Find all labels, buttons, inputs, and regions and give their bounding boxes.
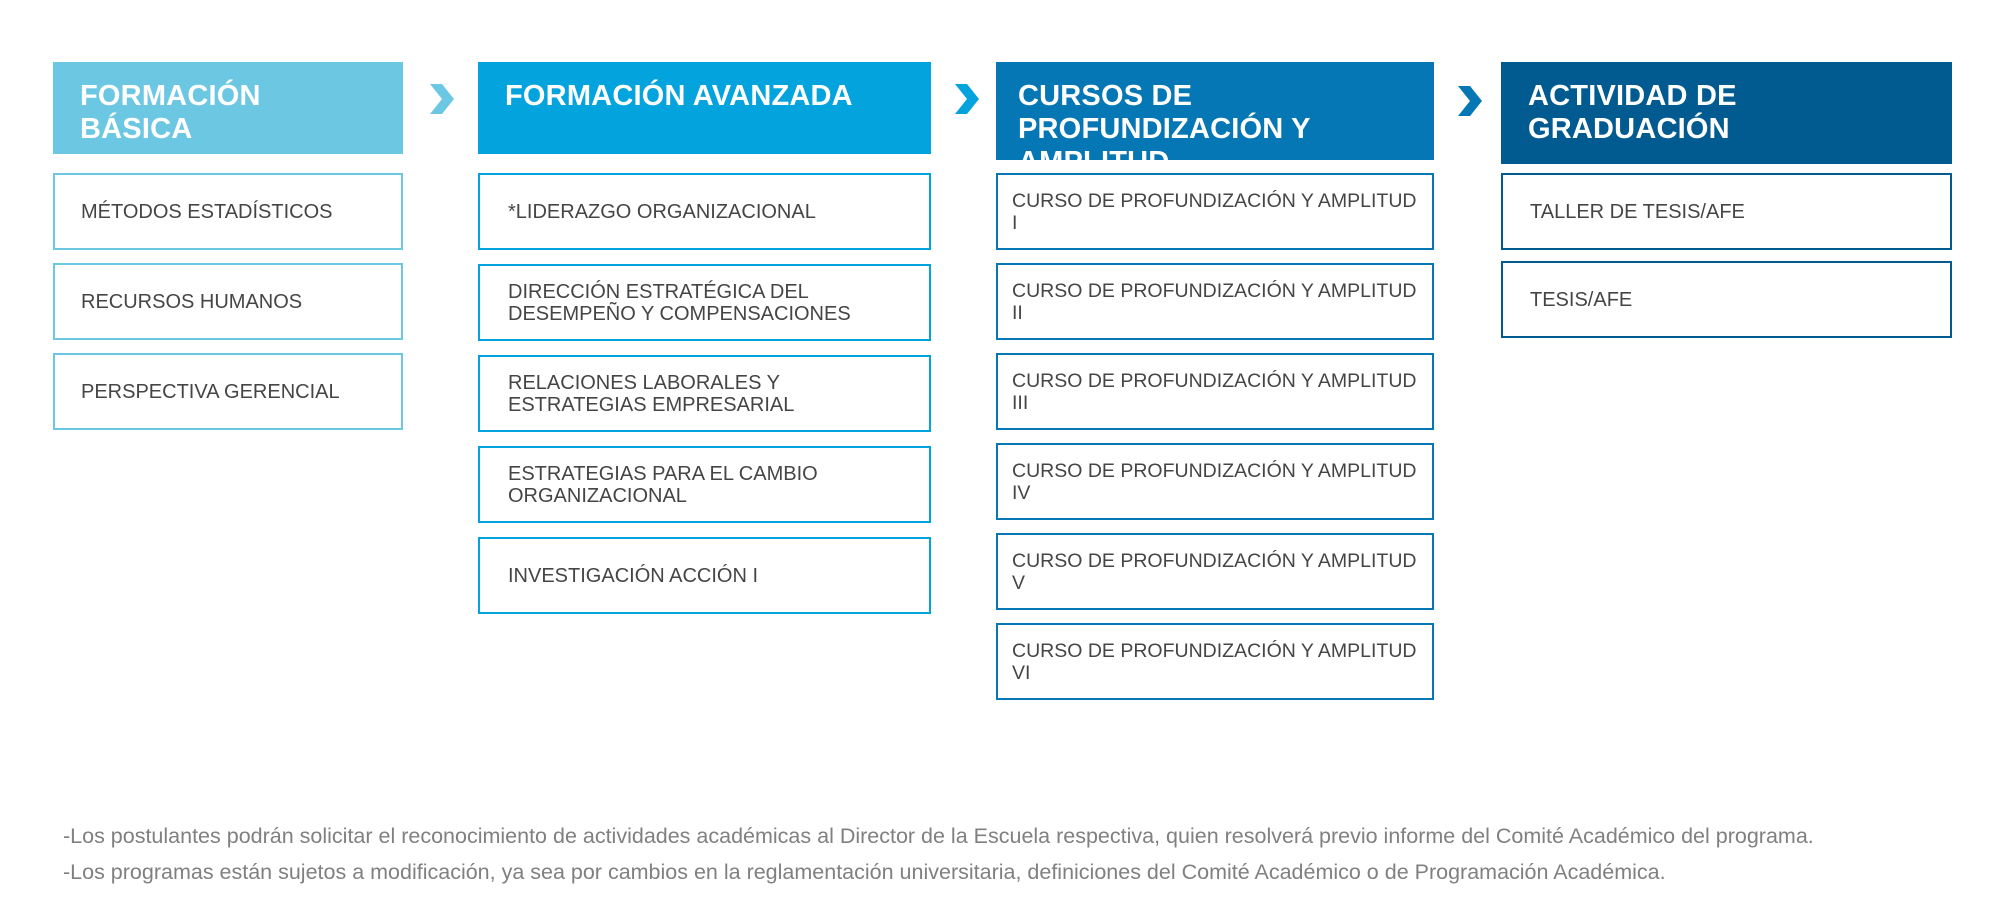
course-box <box>1501 173 1952 250</box>
column-items <box>1501 173 1952 338</box>
footnote: -Los postulantes podrán solicitar el reconocimiento de actividades académicas al Director de la Escuela respectiva, quien resolverá previo informe del Comité Académico del programa. <box>63 824 1814 848</box>
course-label: *LIDERAZGO ORGANIZACIONAL <box>508 200 816 223</box>
course-label: RELACIONES LABORALES Y ESTRATEGIAS EMPRESARIAL <box>508 371 795 416</box>
course-box <box>996 623 1434 700</box>
chevron-right-icon <box>1456 84 1484 118</box>
chevron-shape <box>955 84 979 114</box>
course-label: TALLER DE TESIS/AFE <box>1530 200 1745 223</box>
course-label: DIRECCIÓN ESTRATÉGICA DEL DESEMPEÑO Y COMPENSACIONES <box>508 280 851 325</box>
course-box <box>996 353 1434 430</box>
column-formacion-avanzada <box>478 62 931 628</box>
column-items <box>53 173 403 430</box>
chevron-shape <box>430 84 454 114</box>
course-box <box>53 353 403 430</box>
course-box <box>53 173 403 250</box>
column-header: ACTIVIDAD DE GRADUACIÓN <box>1501 62 1952 164</box>
course-label: TESIS/AFE <box>1530 288 1633 311</box>
footnote: -Los programas están sujetos a modificación, ya sea por cambios en la reglamentación universitaria, definiciones del Comité Académico o de Programación Académica. <box>63 860 1666 884</box>
column-actividad-graduacion <box>1501 62 1952 349</box>
course-box <box>478 537 931 614</box>
course-label: CURSO DE PROFUNDIZACIÓN Y AMPLITUD IV <box>1012 459 1417 504</box>
course-label: RECURSOS HUMANOS <box>81 290 303 313</box>
column-items <box>478 173 931 614</box>
footnotes <box>63 818 1814 890</box>
course-label: CURSO DE PROFUNDIZACIÓN Y AMPLITUD I <box>1012 189 1417 234</box>
course-box <box>996 173 1434 250</box>
column-header: FORMACIÓN BÁSICA <box>53 62 403 154</box>
course-box <box>996 443 1434 520</box>
course-box <box>478 446 931 523</box>
chevron-right-icon <box>428 82 456 116</box>
course-box <box>478 355 931 432</box>
course-label: INVESTIGACIÓN ACCIÓN I <box>508 564 759 587</box>
course-box <box>1501 261 1952 338</box>
column-header: CURSOS DE PROFUNDIZACIÓN Y AMPLITUD <box>996 62 1434 160</box>
course-label: MÉTODOS ESTADÍSTICOS <box>81 200 333 223</box>
column-formacion-basica <box>53 62 403 443</box>
column-items <box>996 173 1434 700</box>
course-label: PERSPECTIVA GERENCIAL <box>81 380 340 403</box>
course-label: CURSO DE PROFUNDIZACIÓN Y AMPLITUD III <box>1012 369 1417 414</box>
chevron-shape <box>1458 86 1482 116</box>
course-label: CURSO DE PROFUNDIZACIÓN Y AMPLITUD V <box>1012 549 1417 594</box>
chevron-right-icon <box>953 82 981 116</box>
course-label: CURSO DE PROFUNDIZACIÓN Y AMPLITUD VI <box>1012 639 1417 684</box>
course-label: ESTRATEGIAS PARA EL CAMBIO ORGANIZACIONAL <box>508 462 818 507</box>
course-box <box>53 263 403 340</box>
course-label: CURSO DE PROFUNDIZACIÓN Y AMPLITUD II <box>1012 279 1417 324</box>
course-box <box>478 173 931 250</box>
course-box <box>996 263 1434 340</box>
column-header: FORMACIÓN AVANZADA <box>478 62 931 154</box>
course-box <box>478 264 931 341</box>
column-cursos-profundizacion <box>996 62 1434 713</box>
course-box <box>996 533 1434 610</box>
